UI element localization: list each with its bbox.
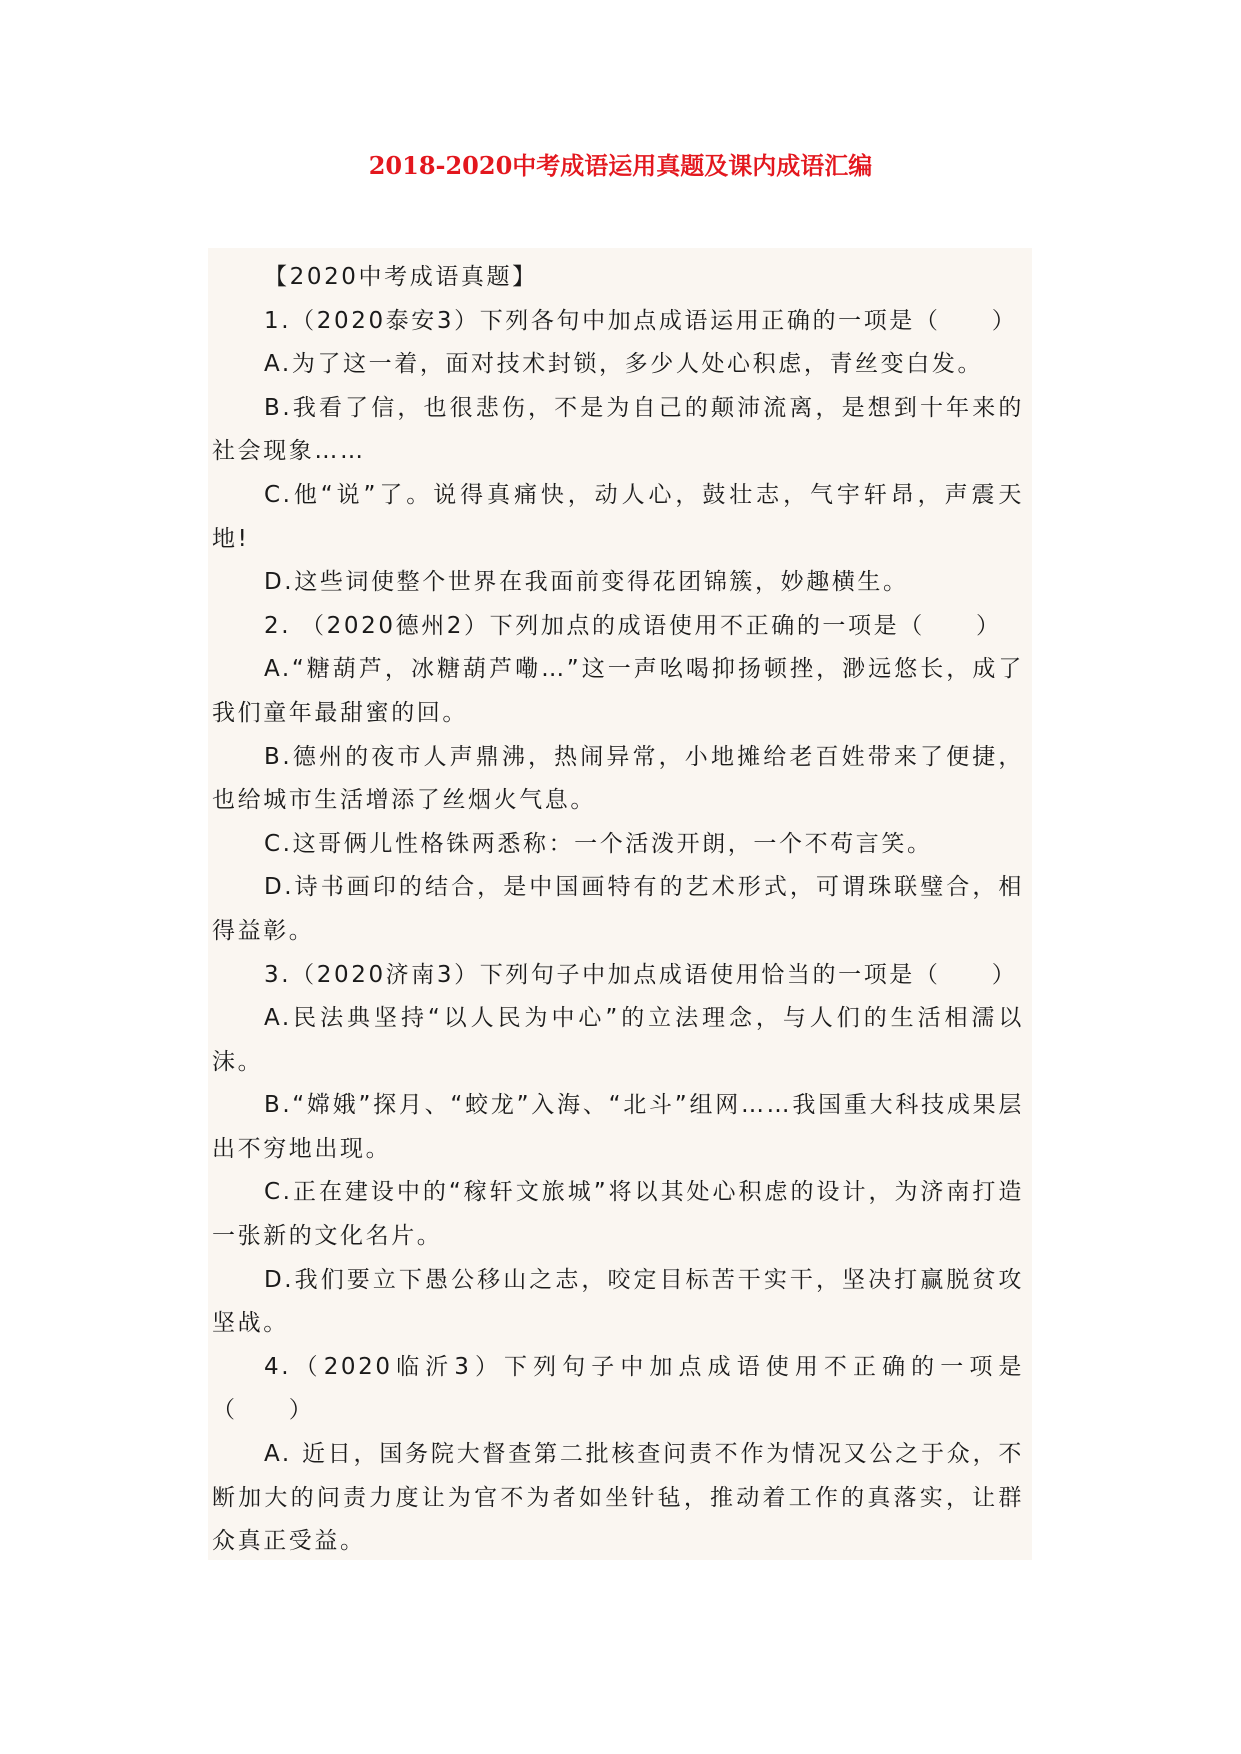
option-b: B.德州的夜市人声鼎沸，热闹异常，小地摊给老百姓带来了便捷，也给城市生活增添了丝烟火气息。 bbox=[212, 743, 1024, 814]
question-3 bbox=[212, 954, 1024, 1346]
option-b: B.“嫦娥”探月、“蛟龙”入海、“北斗”组网……我国重大科技成果层出不穷地出现。 bbox=[212, 1092, 1024, 1162]
option-a: A.民法典坚持“以人民为中心”的立法理念，与人们的生活相濡以沫。 bbox=[212, 1005, 1024, 1075]
question-stem: 4.（2020临沂3）下列句子中加点成语使用不正确的一项是（ ） bbox=[212, 1353, 1024, 1424]
option-a: A.为了这一着，面对技术封锁，多少人处心积虑，青丝变白发。 bbox=[264, 351, 984, 378]
question-stem: 1.（2020泰安3）下列各句中加点成语运用正确的一项是（ ） bbox=[264, 307, 1018, 334]
question-stem: 3.（2020济南3）下列句子中加点成语使用恰当的一项是（ ） bbox=[264, 961, 1018, 988]
option-c: C.正在建设中的“稼轩文旅城”将以其处心积虑的设计，为济南打造一张新的文化名片。 bbox=[212, 1179, 1024, 1250]
section-heading: 【2020中考成语真题】 bbox=[264, 264, 538, 290]
option-b: B.我看了信，也很悲伤，不是为自己的颠沛流离，是想到十年来的社会现象…… bbox=[212, 394, 1024, 465]
option-a: A. 近日，国务院大督查第二批核查问责不作为情况又公之于众，不断加大的问责力度让为官不为者如坐针毡，推动着工作的真落实，让群众真正受益。 bbox=[212, 1441, 1024, 1555]
question-stem: 2. （2020德州2）下列加点的成语使用不正确的一项是（ ） bbox=[264, 612, 1002, 639]
option-d: D.诗书画印的结合，是中国画特有的艺术形式，可谓珠联璧合，相得益彰。 bbox=[212, 874, 1024, 944]
document-body bbox=[212, 256, 1024, 1564]
question-4 bbox=[212, 1346, 1024, 1564]
question-1 bbox=[212, 300, 1024, 605]
page-title: 2018-2020中考成语运用真题及课内成语汇编 bbox=[368, 151, 873, 180]
option-d: D.我们要立下愚公移山之志，咬定目标苦干实干，坚决打赢脱贫攻坚战。 bbox=[212, 1266, 1024, 1337]
option-c: C.这哥俩儿性格铢两悉称：一个活泼开朗，一个不苟言笑。 bbox=[264, 830, 933, 857]
option-a: A.“糖葫芦，冰糖葫芦嘞…”这一声吆喝抑扬顿挫，渺远悠长，成了我们童年最甜蜜的回。 bbox=[212, 656, 1024, 726]
option-d: D.这些词使整个世界在我面前变得花团锦簇，妙趣横生。 bbox=[264, 569, 909, 596]
option-c: C.他“说”了。说得真痛快，动人心，鼓壮志，气宇轩昂，声震天地! bbox=[212, 481, 1024, 552]
question-2 bbox=[212, 605, 1024, 954]
